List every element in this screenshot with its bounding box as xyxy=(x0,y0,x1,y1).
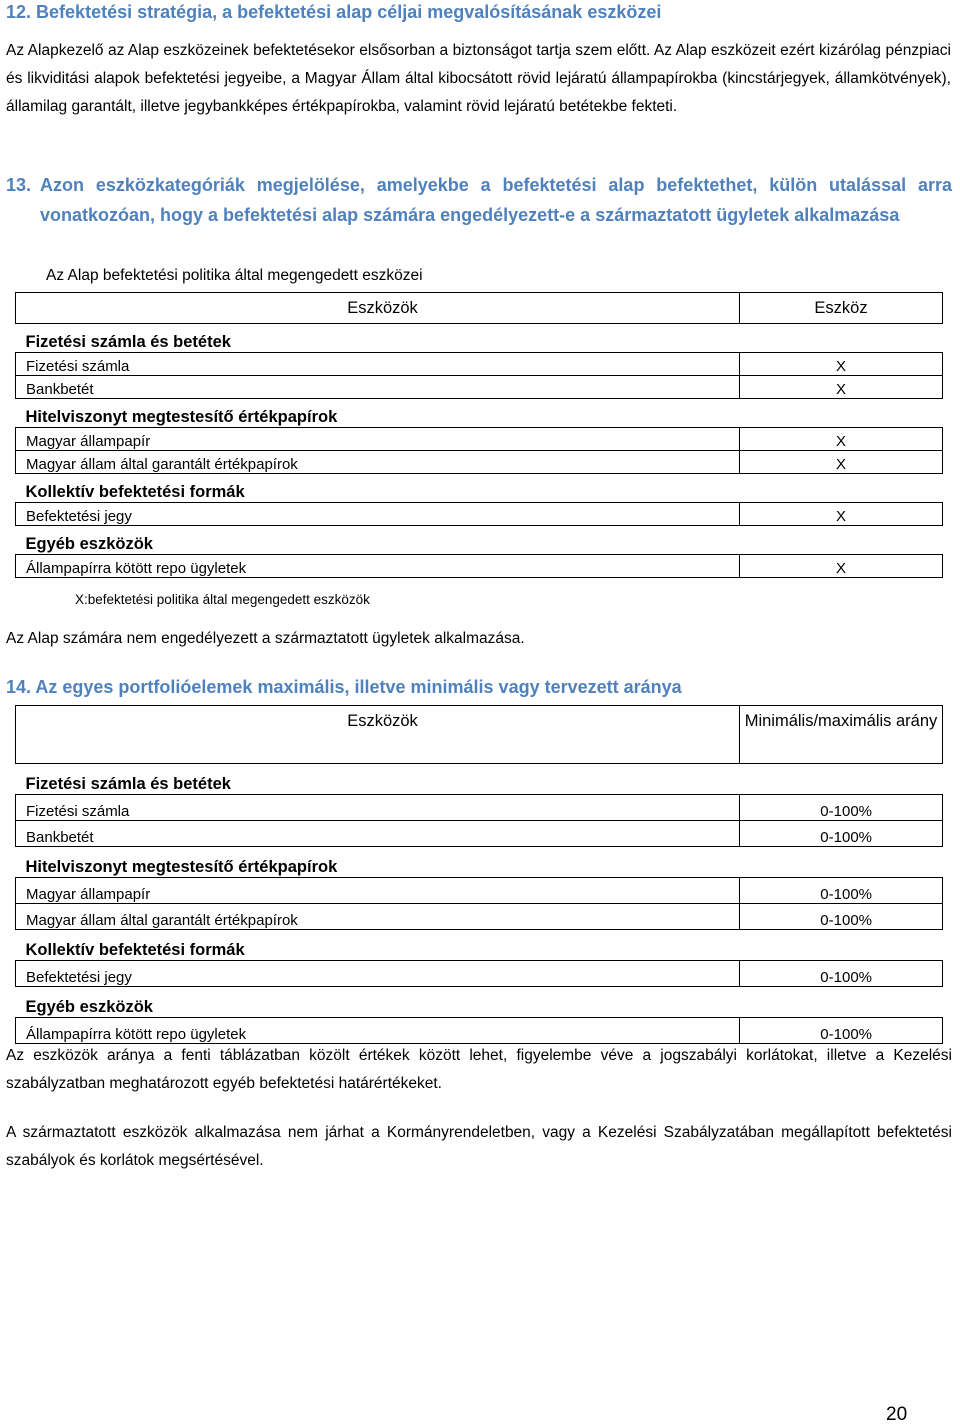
table-row xyxy=(16,428,943,451)
asset-ratio: 0-100% xyxy=(740,795,943,821)
section-12-heading xyxy=(6,0,951,24)
asset-mark: X xyxy=(740,555,943,578)
group-title: Kollektív befektetési formák xyxy=(25,941,245,959)
section-13-heading xyxy=(6,170,952,230)
table-13-footnote: X:befektetési politika által megengedett eszközök xyxy=(75,592,370,607)
table-row xyxy=(16,878,943,904)
allowed-assets-table xyxy=(15,292,943,578)
page-number: 20 xyxy=(886,1404,908,1425)
group-title: Fizetési számla és betétek xyxy=(25,775,231,793)
asset-name: Állampapírra kötött repo ügyletek xyxy=(16,555,740,578)
group-title: Egyéb eszközök xyxy=(25,535,153,553)
section-14 xyxy=(6,672,682,702)
section-12-paragraph: Az Alapkezelő az Alap eszközeinek befektetésekor elsősorban a biztonságot tartja szem előtt. Az Alap eszközeit ezért kizárólag pénzpiaci és likviditási alapok befektetési jegyeibe, a Magyar Állam által kibocsátott rövid lejáratú állampapírokba (kincstárjegyek, államkötvények), államilag garantált, illetve jegybankképes értékpapírokba, valamint rövid lejáratú betétekbe fekteti. xyxy=(6,42,951,115)
group-title: Kollektív befektetési formák xyxy=(25,483,245,501)
section-12 xyxy=(6,0,951,121)
group-title: Egyéb eszközök xyxy=(25,998,153,1016)
table-row xyxy=(16,353,943,376)
asset-name: Fizetési számla xyxy=(16,795,740,821)
table-row xyxy=(16,451,943,474)
asset-name: Befektetési jegy xyxy=(16,961,740,987)
section-13-title: Azon eszközkategóriák megjelölése, amelyekbe a befektetési alap befektethet, külön utalással arra vonatkozóan, hogy a befektetési alap számára engedélyezett-e a származtatott ügyletek alkalmazása xyxy=(40,175,952,225)
asset-name: Fizetési számla xyxy=(16,353,740,376)
asset-name: Magyar állampapír xyxy=(16,878,740,904)
group-title: Hitelviszonyt megtestesítő értékpapírok xyxy=(25,408,338,426)
table-group-row xyxy=(16,324,943,353)
table-row xyxy=(16,376,943,399)
ratio-explanation-paragraph: Az eszközök aránya a fenti táblázatban közölt értékek között lehet, figyelembe véve a jogszabályi korlátokat, illetve a Kezelési szabályzatban meghatározott egyéb befektetési határértékeket. xyxy=(6,1047,952,1092)
table-13-caption: Az Alap befektetési politika által megengedett eszközei xyxy=(46,267,423,284)
asset-mark: X xyxy=(740,428,943,451)
asset-name: Bankbetét xyxy=(16,821,740,847)
table-row xyxy=(16,1018,943,1044)
table-row xyxy=(16,961,943,987)
asset-mark: X xyxy=(740,376,943,399)
header-assets: Eszközök xyxy=(16,293,740,324)
table-group-row xyxy=(16,987,943,1018)
section-12-title: Befektetési stratégia, a befektetési alap céljai megvalósításának eszközei xyxy=(36,2,662,22)
table-group-row xyxy=(16,764,943,795)
section-12-number: 12. xyxy=(6,2,32,22)
table-row xyxy=(16,503,943,526)
header-assets: Eszközök xyxy=(16,706,740,764)
table-group-row xyxy=(16,399,943,428)
header-asset: Eszköz xyxy=(740,293,943,324)
group-title: Fizetési számla és betétek xyxy=(25,333,231,351)
table-group-row xyxy=(16,930,943,961)
derivatives-limit-paragraph: A származtatott eszközök alkalmazása nem járhat a Kormányrendeletben, vagy a Kezelési Szabályzatában megállapított befektetési szabályok és korlátok megsértésével. xyxy=(6,1124,952,1169)
asset-name: Magyar állam által garantált értékpapírok xyxy=(16,904,740,930)
table-row xyxy=(16,555,943,578)
group-title: Hitelviszonyt megtestesítő értékpapírok xyxy=(25,858,338,876)
table-header-row xyxy=(16,706,943,764)
asset-ratio: 0-100% xyxy=(740,821,943,847)
asset-ratio: 0-100% xyxy=(740,961,943,987)
asset-name: Magyar állampapír xyxy=(16,428,740,451)
section-14-heading xyxy=(6,672,682,702)
section-13-number: 13. xyxy=(6,175,32,195)
asset-name: Állampapírra kötött repo ügyletek xyxy=(16,1018,740,1044)
table-group-row xyxy=(16,474,943,503)
portfolio-ratio-table xyxy=(15,705,943,1044)
header-ratio: Minimális/maximális arány xyxy=(740,706,943,764)
table-group-row xyxy=(16,526,943,555)
asset-name: Befektetési jegy xyxy=(16,503,740,526)
table-header-row xyxy=(16,293,943,324)
asset-ratio: 0-100% xyxy=(740,878,943,904)
asset-ratio: 0-100% xyxy=(740,1018,943,1044)
table-row xyxy=(16,795,943,821)
section-14-title: Az egyes portfolióelemek maximális, illetve minimális vagy tervezett aránya xyxy=(35,677,682,697)
derivatives-statement: Az Alap számára nem engedélyezett a származtatott ügyletek alkalmazása. xyxy=(6,630,525,647)
asset-mark: X xyxy=(740,503,943,526)
asset-ratio: 0-100% xyxy=(740,904,943,930)
section-14-number: 14. xyxy=(6,677,32,697)
table-row xyxy=(16,904,943,930)
asset-name: Magyar állam által garantált értékpapírok xyxy=(16,451,740,474)
table-row xyxy=(16,821,943,847)
table-group-row xyxy=(16,847,943,878)
asset-mark: X xyxy=(740,451,943,474)
asset-name: Bankbetét xyxy=(16,376,740,399)
asset-mark: X xyxy=(740,353,943,376)
section-13 xyxy=(6,170,952,230)
